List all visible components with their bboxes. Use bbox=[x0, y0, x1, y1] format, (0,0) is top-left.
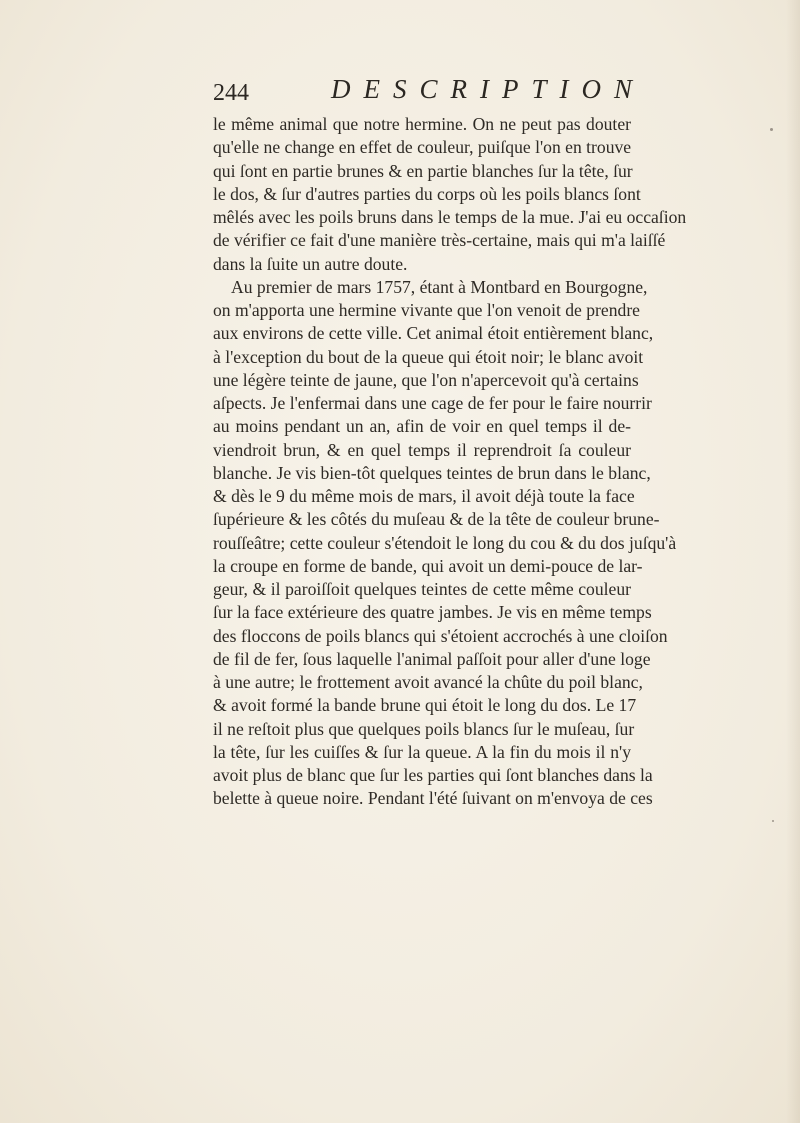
text-line: & dès le 9 du même mois de mars, il avoit déjà toute la face bbox=[213, 486, 635, 506]
text-line: viendroit brun, & en quel temps il reprendroit ſa couleur bbox=[213, 439, 631, 460]
text-line: avoit plus de blanc que ſur les parties qui ſont blanches dans la bbox=[213, 765, 653, 785]
text-line: de fil de fer, ſous laquelle l'animal paſſoit pour aller d'une loge bbox=[213, 648, 651, 669]
text-line: au moins pendant un an, afin de voir en quel temps il de- bbox=[213, 416, 631, 437]
text-line: on m'apporta une hermine vivante que l'on venoit de prendre bbox=[213, 300, 640, 320]
text-line: belette à queue noire. Pendant l'été ſuivant on m'envoya de ces bbox=[213, 788, 653, 809]
text-line: qui ſont en partie brunes & en partie blanches ſur la tête, ſur bbox=[213, 160, 633, 181]
text-line: le même animal que notre hermine. On ne peut pas douter bbox=[213, 114, 631, 134]
paper-speck bbox=[770, 128, 773, 131]
text-line: mêlés avec les poils bruns dans le temps de la mue. J'ai eu occaſion bbox=[213, 207, 687, 227]
text-line: des floccons de poils blancs qui s'étoient accrochés à une cloiſon bbox=[213, 625, 668, 646]
text-line: de vérifier ce fait d'une manière très-certaine, mais qui m'a laiſſé bbox=[213, 230, 666, 251]
page-edge-shadow bbox=[786, 0, 800, 1123]
paper-speck bbox=[772, 820, 774, 822]
text-line: il ne reſtoit plus que quelques poils blancs ſur le muſeau, ſur bbox=[213, 718, 635, 739]
text-line: ſur la face extérieure des quatre jambes. Je vis en même temps bbox=[213, 602, 652, 623]
text-line: ſupérieure & les côtés du muſeau & de la tête de couleur brune- bbox=[213, 509, 660, 530]
page-number: 244 bbox=[213, 80, 249, 106]
text-line: la tête, ſur les cuiſſes & ſur la queue. A la fin du mois il n'y bbox=[213, 741, 631, 762]
text-line: aſpects. Je l'enfermai dans une cage de fer pour le faire nourrir bbox=[213, 393, 652, 413]
text-line: la croupe en forme de bande, qui avoit un demi-pouce de lar- bbox=[213, 555, 643, 576]
running-title: DESCRIPTION bbox=[331, 74, 645, 104]
text-line: le dos, & ſur d'autres parties du corps où les poils blancs ſont bbox=[213, 183, 641, 204]
text-line: à une autre; le frottement avoit avancé la chûte du poil blanc, bbox=[213, 672, 643, 692]
page-header bbox=[213, 74, 645, 114]
text-line: & avoit formé la bande brune qui étoit le long du dos. Le 17 bbox=[213, 695, 637, 716]
text-line: aux environs de cette ville. Cet animal étoit entièrement blanc, bbox=[213, 323, 654, 344]
body-text bbox=[213, 113, 687, 811]
text-line: blanche. Je vis bien-tôt quelques teintes de brun dans le blanc, bbox=[213, 462, 651, 483]
text-line: qu'elle ne change en effet de couleur, puiſque l'on en trouve bbox=[213, 137, 632, 158]
text-line: geur, & il paroiſſoit quelques teintes de cette même couleur bbox=[213, 579, 631, 599]
text-line: dans la ſuite un autre doute. bbox=[213, 253, 408, 274]
paragraph-start-line: Au premier de mars 1757, étant à Montbard en Bourgogne, bbox=[231, 276, 648, 297]
text-line: une légère teinte de jaune, que l'on n'apercevoit qu'à certains bbox=[213, 369, 639, 390]
text-line: rouſſeâtre; cette couleur s'étendoit le long du cou & du dos juſqu'à bbox=[213, 532, 677, 553]
text-line: à l'exception du bout de la queue qui étoit noir; le blanc avoit bbox=[213, 346, 644, 367]
